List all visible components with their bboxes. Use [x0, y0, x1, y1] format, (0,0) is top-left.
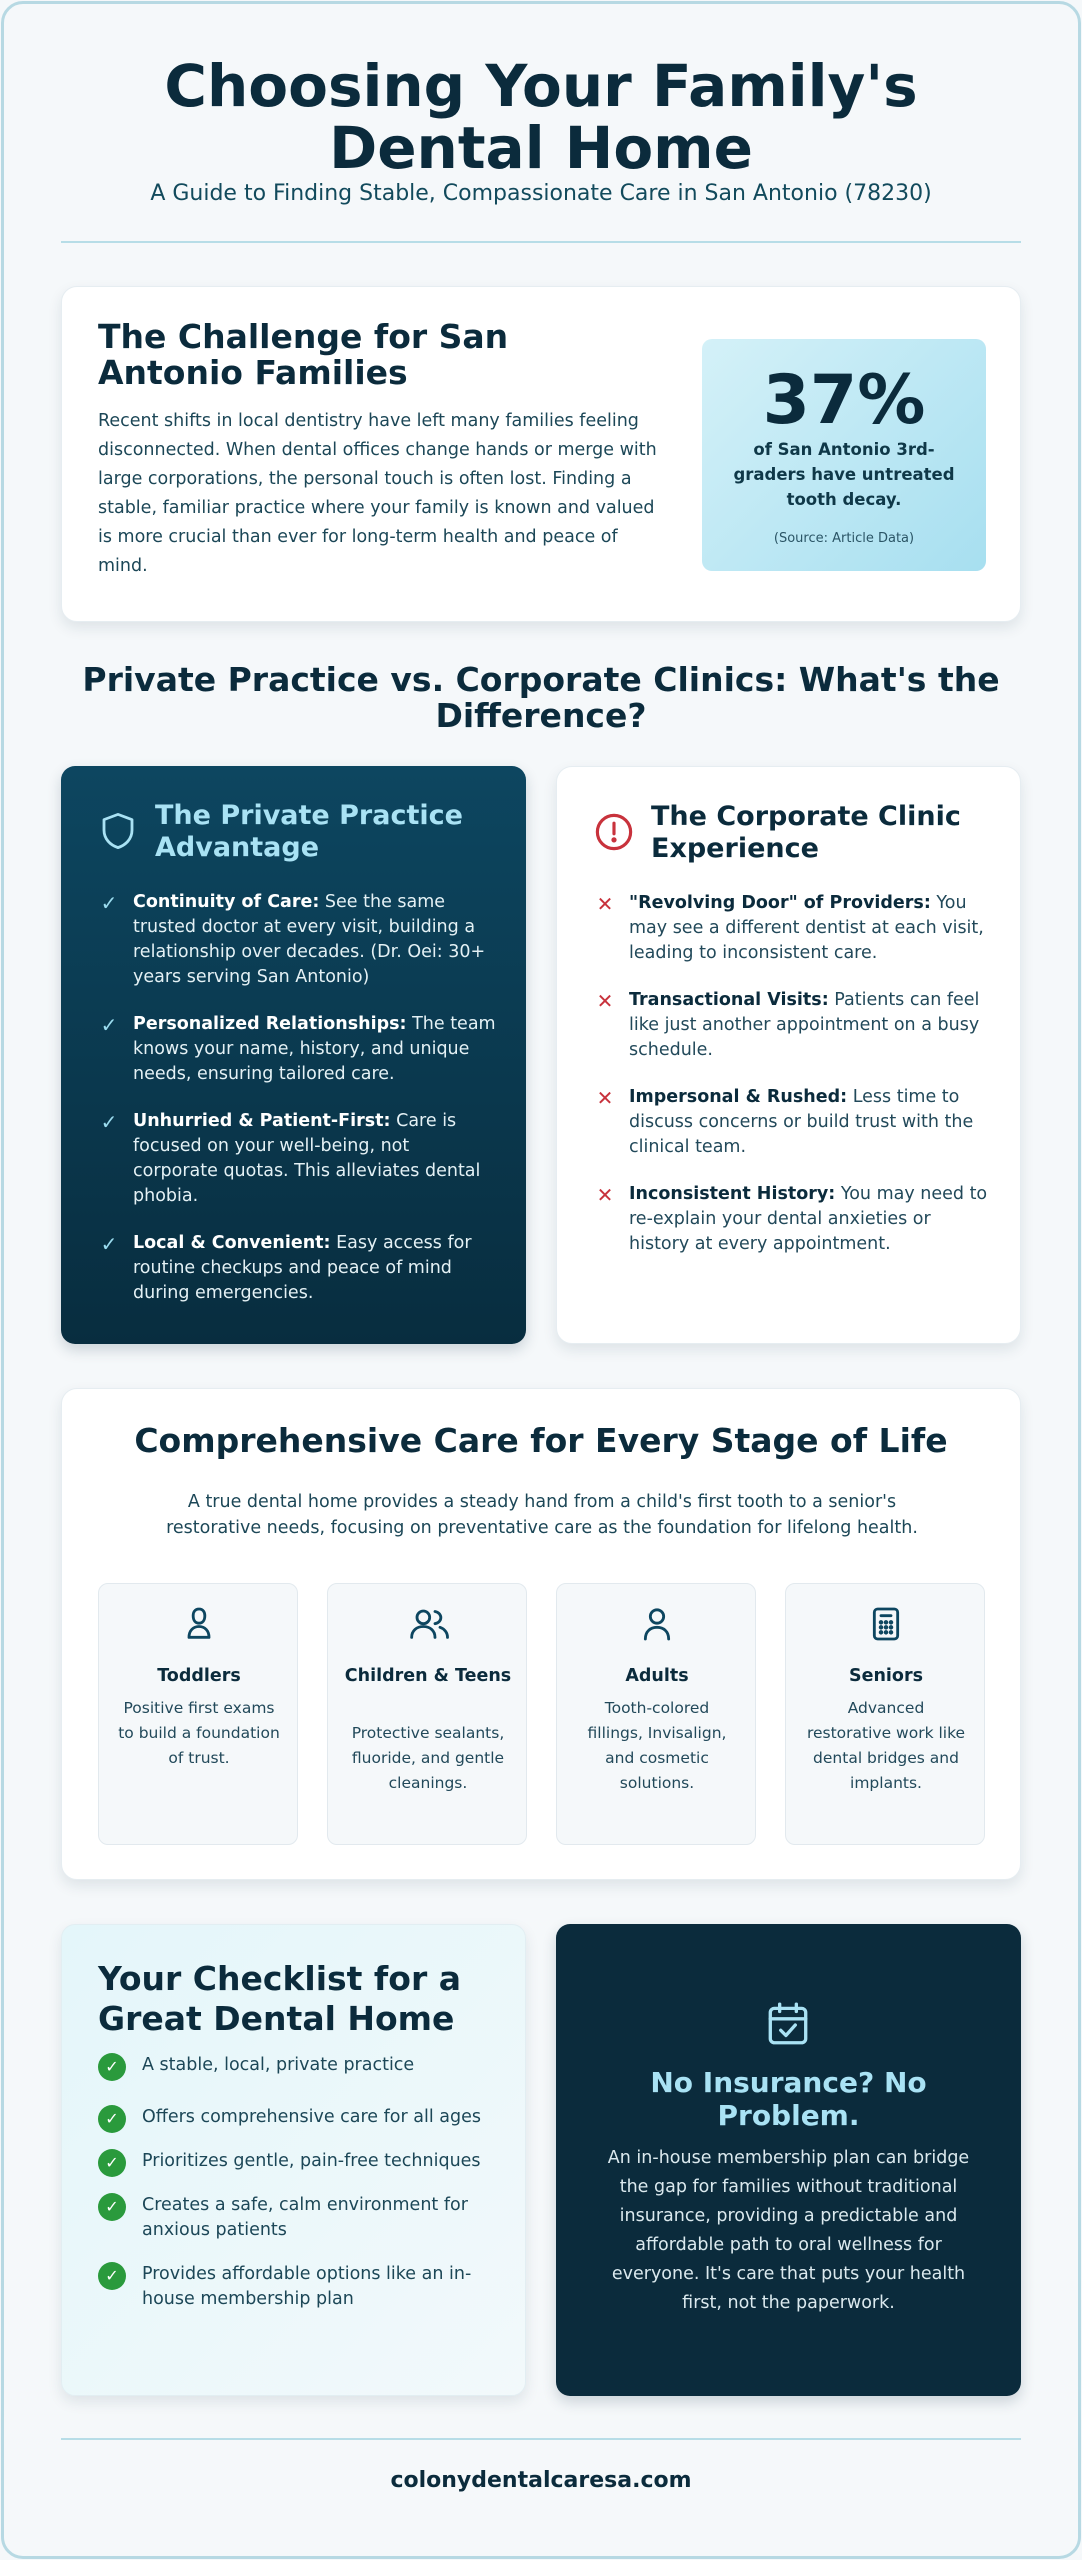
item-text: You may see a different dentist at each visit, leading to inconsistent care. [629, 893, 984, 963]
cross-icon: ✕ [596, 1183, 614, 1207]
corporate-clinic-card [556, 766, 1021, 1344]
checklist-item-text: Creates a safe, calm environment for anxious patients [142, 2195, 468, 2240]
checklist-card [61, 1924, 526, 2396]
item-heading: Unhurried & Patient-First: [133, 1111, 391, 1131]
checklist-item-text: Prioritizes gentle, pain-free techniques [142, 2151, 481, 2171]
item-heading: Local & Convenient: [133, 1233, 331, 1253]
check-circle-icon: ✓ [98, 2262, 126, 2290]
care-text: A true dental home provides a steady hand from a child's first tooth to a senior's restorative needs, focusing on preventative care as the foundation for lifelong health. [166, 1492, 918, 1538]
checklist-title: Your Checklist for a Great Dental Home [98, 1959, 461, 2038]
insurance-title: No Insurance? No Problem. [650, 2066, 927, 2132]
item-heading: Continuity of Care: [133, 892, 320, 912]
checklist-item [98, 2053, 498, 2078]
item-heading: Transactional Visits: [629, 990, 829, 1010]
private-practice-title: The Private Practice Advantage [155, 800, 463, 863]
page-title: Choosing Your Family's Dental Home [164, 52, 918, 182]
list-item [593, 1085, 993, 1160]
calendar-check-icon [763, 1998, 813, 2050]
list-item [97, 1109, 497, 1209]
item-heading: Personalized Relationships: [133, 1014, 407, 1034]
checklist-list [98, 2053, 498, 2312]
comprehensive-care-card [61, 1388, 1021, 1880]
list-item [593, 988, 993, 1063]
check-circle-icon: ✓ [98, 2053, 126, 2081]
checklist-item [98, 2149, 498, 2174]
checklist-item-text: Offers comprehensive care for all ages [142, 2107, 481, 2127]
stage-card-children-teens [327, 1583, 527, 1845]
header-divider [61, 241, 1021, 243]
check-icon: ✓ [100, 891, 118, 915]
challenge-card [61, 286, 1021, 622]
stage-name: Children & Teens [344, 1666, 512, 1686]
page-subtitle: A Guide to Finding Stable, Compassionate Care in San Antonio (78230) [150, 181, 932, 206]
user-icon [637, 1604, 677, 1644]
checklist-item [98, 2193, 498, 2243]
insurance-text: An in-house membership plan can bridge the gap for families without traditional insurance, providing a predictable and affordable path to oral wellness for everyone. It's care that puts your health first, not the paperwork. [607, 2148, 970, 2313]
checklist-item [98, 2262, 498, 2312]
shield-icon [97, 810, 139, 852]
list-item [97, 1012, 497, 1087]
cross-icon: ✕ [596, 1086, 614, 1110]
check-icon: ✓ [100, 1232, 118, 1256]
item-heading: Impersonal & Rushed: [629, 1087, 848, 1107]
toddler-icon [179, 1604, 219, 1644]
stage-name: Toddlers [157, 1666, 241, 1686]
stage-desc: Advanced restorative work like dental bridges and implants. [806, 1699, 966, 1792]
stage-card-seniors [785, 1583, 985, 1845]
stat-box [702, 339, 986, 571]
stage-card-adults [556, 1583, 756, 1845]
stage-desc: Positive first exams to build a foundation of trust. [118, 1699, 280, 1767]
check-circle-icon: ✓ [98, 2193, 126, 2221]
users-icon [408, 1604, 448, 1644]
private-practice-list [97, 890, 497, 1306]
list-item [97, 890, 497, 990]
stat-value: 37% [762, 361, 926, 440]
item-text: See the same trusted doctor at every visit, building a relationship over decades. (Dr. Oei: 30+ years serving San Antonio) [133, 892, 486, 987]
check-icon: ✓ [100, 1013, 118, 1037]
alert-circle-icon [593, 811, 635, 853]
stage-desc: Tooth-colored fillings, Invisalign, and cosmetic solutions. [587, 1699, 727, 1792]
checklist-item-text: Provides affordable options like an in-house membership plan [142, 2264, 472, 2309]
care-title: Comprehensive Care for Every Stage of Life [134, 1421, 948, 1460]
comparison-heading: Private Practice vs. Corporate Clinics: What's the Difference? [82, 660, 1000, 735]
list-item [593, 891, 993, 966]
cross-icon: ✕ [596, 892, 614, 916]
check-circle-icon: ✓ [98, 2149, 126, 2177]
item-heading: "Revolving Door" of Providers: [629, 893, 931, 913]
item-text: Easy access for routine checkups and peace of mind during emergencies. [133, 1233, 472, 1303]
item-text: Patients can feel like just another appointment on a busy schedule. [629, 990, 980, 1060]
list-item [97, 1231, 497, 1306]
stage-name: Adults [625, 1666, 689, 1686]
item-heading: Inconsistent History: [629, 1184, 836, 1204]
footer-website-link[interactable]: colonydentalcaresa.com [390, 2468, 692, 2493]
stat-label: of San Antonio 3rd-graders have untreated tooth decay. [733, 440, 955, 509]
stage-desc: Protective sealants, fluoride, and gentle cleanings. [351, 1724, 505, 1792]
checklist-item-text: A stable, local, private practice [142, 2055, 415, 2075]
corporate-clinic-title: The Corporate Clinic Experience [651, 801, 961, 864]
footer-divider [61, 2438, 1021, 2440]
list-item [593, 1182, 993, 1257]
challenge-title: The Challenge for San Antonio Families [98, 317, 509, 392]
corporate-clinic-list [593, 891, 993, 1257]
stage-name: Seniors [849, 1666, 923, 1686]
item-text: The team knows your name, history, and unique needs, ensuring tailored care. [133, 1014, 496, 1084]
item-text: You may need to re-explain your dental anxieties or history at every appointment. [629, 1184, 988, 1254]
challenge-text: Recent shifts in local dentistry have left many families feeling disconnected. When dental offices change hands or merge with large corporations, the personal touch is often lost. Finding a stable, familiar practice where your family is known and valued is more crucial than ever for long-term health and peace of mind. [98, 411, 657, 576]
check-circle-icon: ✓ [98, 2105, 126, 2133]
check-icon: ✓ [100, 1110, 118, 1134]
insurance-card [556, 1924, 1021, 2396]
cross-icon: ✕ [596, 989, 614, 1013]
calculator-icon [866, 1604, 906, 1644]
item-text: Care is focused on your well-being, not corporate quotas. This alleviates dental phobia. [133, 1111, 481, 1206]
stat-source: (Source: Article Data) [773, 531, 915, 546]
stage-card-toddlers [98, 1583, 298, 1845]
private-practice-card [61, 766, 526, 1344]
checklist-item [98, 2105, 498, 2130]
item-text: Less time to discuss concerns or build trust with the clinical team. [629, 1087, 974, 1157]
